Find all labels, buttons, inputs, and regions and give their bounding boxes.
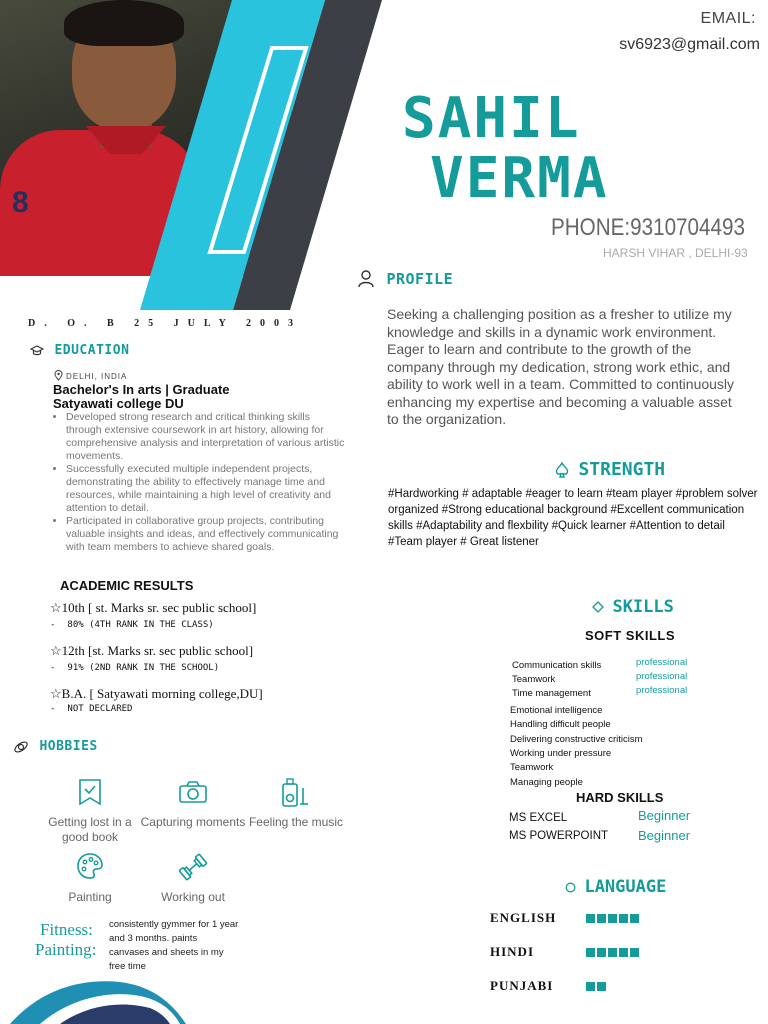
soft-skill-level: professional (636, 685, 688, 696)
profile-header (358, 270, 453, 288)
location-pin-icon (54, 370, 63, 381)
soft-skill-level: professional (636, 657, 688, 668)
language-level-block (630, 948, 639, 957)
academic-item: ☆12th [st. Marks sr. sec public school] (50, 643, 254, 658)
diamond-icon (592, 601, 604, 613)
hobby-label: Working out (161, 890, 225, 904)
hobby-label: Capturing moments (140, 815, 246, 829)
hard-skill-name: MS EXCEL (509, 812, 568, 824)
last-name: VERMA (430, 146, 609, 211)
dumbbell-icon (178, 852, 208, 882)
language-level-block (619, 914, 628, 923)
language-level (586, 948, 639, 957)
hobbies-icon (13, 739, 29, 755)
profile-title: PROFILE (386, 270, 454, 288)
graduation-cap-icon (30, 345, 44, 357)
soft-skill-name: Communication skills (512, 660, 602, 671)
hobby-label: Painting (68, 890, 112, 904)
user-icon (358, 270, 374, 288)
hobbies-title: HOBBIES (39, 739, 98, 755)
profile-text: Seeking a challenging position as a fresher to utilize my knowledge and skills in a dynamic work environment. Eager to learn and contribute to the growth of the company through my dedication, strong work ethic, and ability to work well in a team. Committed to continuously enhancing my expertise and becoming a valuable asset to the organization. (387, 306, 735, 427)
language-level-block (586, 948, 595, 957)
language-name: PUNJABI (490, 978, 554, 993)
strength-text: #Hardworking # adaptable #eager to learn #team player #problem solver organized #Strong educational background #Excellent communication skills #Adaptability and flexbility #Quick learner #Attention to detail #Team player # Great listener (388, 488, 758, 548)
education-header (30, 342, 129, 360)
hard-skill-level: Beginner (638, 828, 691, 843)
academic-result: - 80% (4TH RANK IN THE CLASS) (50, 620, 214, 630)
language-title: LANGUAGE (584, 877, 667, 897)
date-of-birth: D. O. B 25 JULY 2003 (28, 318, 302, 329)
hard-skill-level: Beginner (638, 808, 691, 823)
skills-title: SKILLS (612, 597, 674, 617)
fitness-painting-labels (35, 920, 97, 960)
bottom-wave (0, 970, 250, 1024)
address: HARSH VIHAR , DELHI-93 (603, 246, 748, 260)
education-point: • Successfully executed multiple independent projects, demonstrating the ability to effectively manage time and resources, while maintaining a high level of creativity and attention to detail. (66, 463, 346, 515)
soft-skill-item: Handling difficult people (510, 719, 611, 730)
soft-skill-name: Teamwork (512, 674, 556, 685)
language-header (565, 877, 666, 897)
soft-skill-name: Time management (512, 688, 591, 699)
spade-icon (554, 462, 570, 478)
language-level-block (597, 982, 606, 991)
academic-item: ☆10th [ st. Marks sr. sec public school] (50, 600, 257, 615)
soft-skill-item: Emotional intelligence (510, 705, 603, 716)
soft-skills-title: SOFT SKILLS (585, 628, 675, 643)
academic-item: ☆B.A. [ Satyawati morning college,DU] (50, 686, 263, 701)
academic-title: ACADEMIC RESULTS (60, 578, 194, 593)
language-level-block (608, 948, 617, 957)
education-point: • Participated in collaborative group projects, contributing valuable insights and ideas, and effectively communicating with team members to achieve shared goals. (66, 515, 346, 554)
hobby-details: consistently gymmer for 1 year and 3 months. paints canvases and sheets in my free time (109, 919, 239, 972)
first-name: SAHIL (402, 86, 581, 151)
skills-header (592, 597, 674, 617)
language-level (586, 982, 606, 991)
strength-title: STRENGTH (578, 459, 666, 480)
profile-photo: 8 (0, 0, 292, 276)
painting-label: Painting: (35, 940, 97, 959)
hard-skill-name: MS POWERPOINT (509, 830, 609, 842)
academic-result: - 91% (2ND RANK IN THE SCHOOL) (50, 663, 220, 673)
academic-result: - NOT DECLARED (50, 704, 133, 714)
camera-icon (178, 780, 208, 804)
language-level-block (597, 948, 606, 957)
language-level-block (586, 914, 595, 923)
soft-skill-item: Teamwork (510, 762, 554, 773)
education-point: • Developed strong research and critical thinking skills through extensive coursework in art history, allowing for comprehensive analysis and interpretation of various artistic movements. (66, 411, 346, 463)
fitness-label: Fitness: (40, 920, 93, 939)
email-value[interactable]: sv6923@gmail.com (619, 36, 760, 53)
palette-icon (76, 852, 104, 880)
education-degree (53, 383, 230, 411)
degree-name: Bachelor's In arts | Graduate (53, 382, 230, 397)
college-name: Satyawati college DU (53, 396, 184, 411)
hard-skills-title: HARD SKILLS (576, 790, 664, 805)
education-points (52, 411, 346, 554)
soft-skill-level: professional (636, 671, 688, 682)
language-level (586, 914, 639, 923)
education-location: DELHI, INDIA (66, 372, 128, 381)
phone: PHONE:9310704493 (551, 214, 745, 241)
email-label: EMAIL: (700, 10, 756, 27)
strength-header (554, 459, 665, 480)
language-level-block (630, 914, 639, 923)
circle-icon (565, 882, 576, 893)
soft-skill-item: Working under pressure (510, 748, 612, 759)
language-level-block (619, 948, 628, 957)
language-level-block (597, 914, 606, 923)
hobbies-header (13, 738, 98, 756)
soft-skill-item: Delivering constructive criticism (510, 734, 643, 745)
language-level-block (586, 982, 595, 991)
language-name: ENGLISH (490, 910, 557, 925)
education-title: EDUCATION (54, 343, 130, 359)
soft-skill-item: Managing people (510, 777, 583, 788)
hobby-label: Getting lost in a good book (48, 815, 132, 844)
hobby-label: Feeling the music (248, 815, 344, 829)
language-name: HINDI (490, 944, 535, 959)
book-icon (78, 778, 102, 806)
language-level-block (608, 914, 617, 923)
music-player-icon (280, 778, 310, 808)
